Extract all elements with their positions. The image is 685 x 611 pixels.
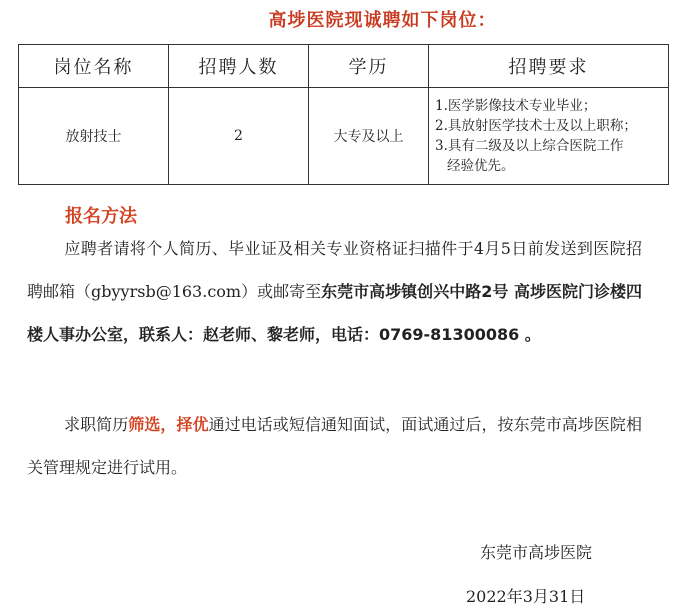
screening-highlight: 筛选，择优: [128, 415, 209, 434]
requirement-item: 1.医学影像技术专业毕业；: [435, 98, 597, 114]
apply-address: 东莞市高埗镇创兴中路2号 高埗医院门诊楼四楼人事办公室，联系人：赵老师、黎老师，电话：0769-81300086 。: [27, 282, 642, 344]
screening-paragraph: [27, 403, 642, 489]
header-education: 学历: [309, 45, 429, 88]
screening-text-end: 通过电话或短信通知面试，面试通过后，按东莞市高埗医院相关管理规定进行试用。: [27, 415, 642, 477]
apply-heading: 报名方法: [65, 206, 137, 227]
cell-education: 大专及以上: [309, 88, 429, 185]
page-title: 高埗医院现诚聘如下岗位：: [268, 10, 497, 31]
table-row: [19, 88, 669, 185]
signature-org: 东莞市高埗医院: [480, 543, 593, 562]
apply-paragraph: [27, 227, 642, 356]
signature-date: 2022年3月31日: [466, 587, 586, 606]
screening-text-start: 求职简历: [64, 415, 129, 434]
cell-position: 放射技士: [19, 88, 169, 185]
table-header-row: [19, 45, 669, 88]
requirement-item: 2.具放射医学技术士及以上职称；: [435, 118, 637, 134]
apply-text: 应聘者请将个人简历、毕业证及相关专业资格证扫描件于4月5日前发送到医院招聘邮箱（gbyyrsb@163.com）或邮寄至: [27, 239, 642, 301]
cell-count: 2: [169, 88, 309, 185]
header-count: 招聘人数: [169, 45, 309, 88]
cell-requirements: [429, 88, 669, 185]
requirement-item: 3.具有二级及以上综合医院工作: [435, 138, 624, 154]
header-position: 岗位名称: [19, 45, 169, 88]
header-requirements: 招聘要求: [429, 45, 669, 88]
job-table: [18, 44, 669, 185]
requirement-item: 经验优先。: [447, 158, 515, 174]
